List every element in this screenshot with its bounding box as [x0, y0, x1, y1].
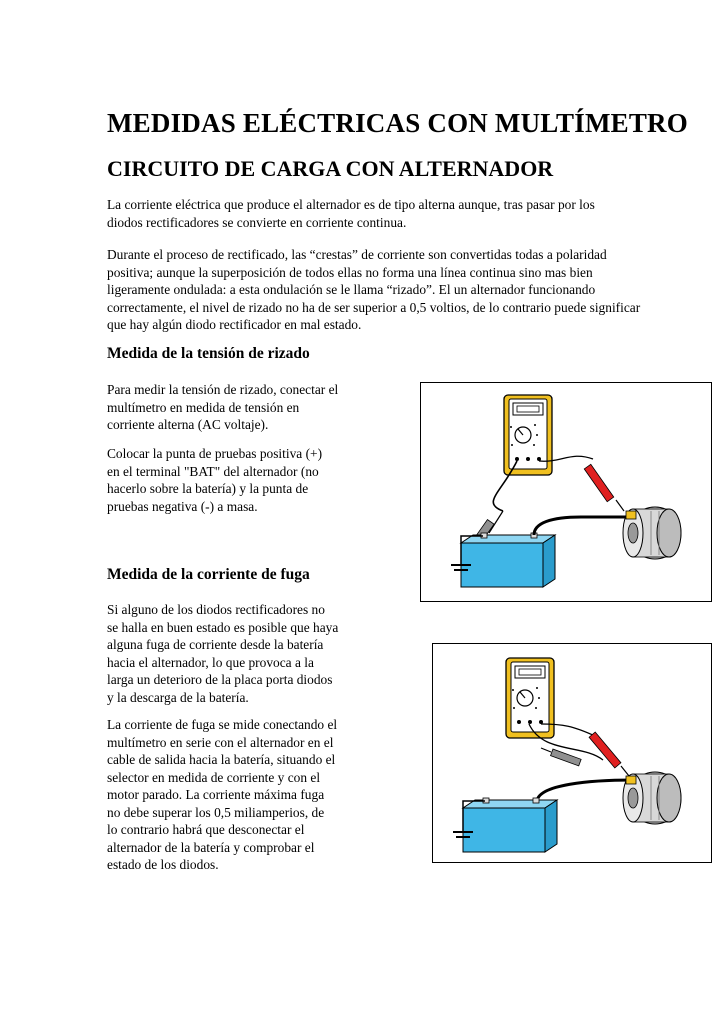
section-title: CIRCUITO DE CARGA CON ALTERNADOR — [107, 156, 554, 181]
text-line: Colocar la punta de pruebas positiva (+) — [107, 446, 323, 461]
text-line: positiva; aunque la superposición de todos ellas no forma una línea continua sino mas bien — [107, 264, 593, 280]
text-line: en el terminal "BAT" del alternador (no — [107, 463, 319, 479]
text-line: correctamente, el nivel de rizado no ha de ser superior a 0,5 voltios, de lo contrario puede significar — [107, 299, 641, 315]
text-line: estado de los diodos. — [107, 857, 219, 872]
leakage-measurement-figure — [432, 643, 712, 863]
text-line: y la descarga de la batería. — [107, 689, 249, 705]
text-line: diodos rectificadores se convierte en corriente continua. — [107, 214, 407, 230]
rectification-paragraph — [107, 246, 640, 334]
alternator-icon — [623, 507, 681, 559]
intro-paragraph — [107, 196, 595, 231]
leakage-paragraph-2 — [107, 716, 337, 874]
leakage-paragraph-1 — [107, 601, 338, 706]
text-line: Si alguno de los diodos rectificadores no — [107, 602, 325, 617]
text-line: no debe superar los 0,5 miliamperios, de — [107, 804, 325, 820]
text-line: multímetro en medida de tensión en — [107, 399, 300, 415]
text-line: se halla en buen estado es posible que haya — [107, 619, 339, 635]
alternator-icon — [623, 772, 681, 824]
text-line: pruebas negativa (-) a masa. — [107, 498, 258, 514]
black-probe-icon — [541, 748, 581, 766]
text-line: cable de salida hacia la batería, situando el — [107, 752, 336, 767]
battery-icon — [463, 798, 557, 852]
battery-icon — [461, 533, 555, 587]
text-line: motor parado. La corriente máxima fuga — [107, 787, 325, 802]
multimeter-icon — [504, 395, 552, 475]
red-probe-icon — [584, 464, 624, 511]
ripple-measurement-figure — [420, 382, 712, 602]
page-title: MEDIDAS ELÉCTRICAS CON MULTÍMETRO — [107, 108, 688, 138]
text-line: corriente alterna (AC voltaje). — [107, 417, 269, 432]
leakage-current-heading: Medida de la corriente de fuga — [107, 566, 310, 583]
text-line: lo contrario habrá que desconectar el — [107, 822, 305, 837]
text-line: que hay algún diodo rectificador en mal estado. — [107, 317, 362, 332]
text-line: larga un deterioro de la placa porta diodos — [107, 672, 333, 687]
text-line: La corriente eléctrica que produce el alternador es de tipo alterna aunque, tras pasar por los — [107, 197, 595, 212]
text-line: hacia el alternador, lo que provoca a la — [107, 654, 314, 670]
text-line: hacerlo sobre la batería) y la punta de — [107, 481, 309, 496]
ripple-paragraph-2 — [107, 445, 322, 515]
ripple-paragraph-1 — [107, 381, 338, 434]
ripple-measurement-illustration — [421, 383, 711, 601]
text-line: ligeramente ondulada: a esta ondulación se le llama “rizado”. El un alternador funcionando — [107, 282, 596, 297]
ripple-voltage-heading: Medida de la tensión de rizado — [107, 345, 310, 362]
text-line: multímetro en serie con el alternador en el — [107, 734, 334, 750]
text-line: Durante el proceso de rectificado, las “crestas” de corriente son convertidas todas a polaridad — [107, 247, 607, 262]
leakage-measurement-illustration — [433, 644, 711, 862]
text-line: selector en medida de corriente y con el — [107, 769, 321, 785]
text-line: alguna fuga de corriente desde la batería — [107, 637, 324, 652]
text-line: Para medir la tensión de rizado, conectar el — [107, 382, 339, 397]
text-line: La corriente de fuga se mide conectando el — [107, 717, 338, 732]
text-line: alternador de la batería y comprobar el — [107, 839, 315, 855]
red-probe-icon — [589, 732, 629, 776]
